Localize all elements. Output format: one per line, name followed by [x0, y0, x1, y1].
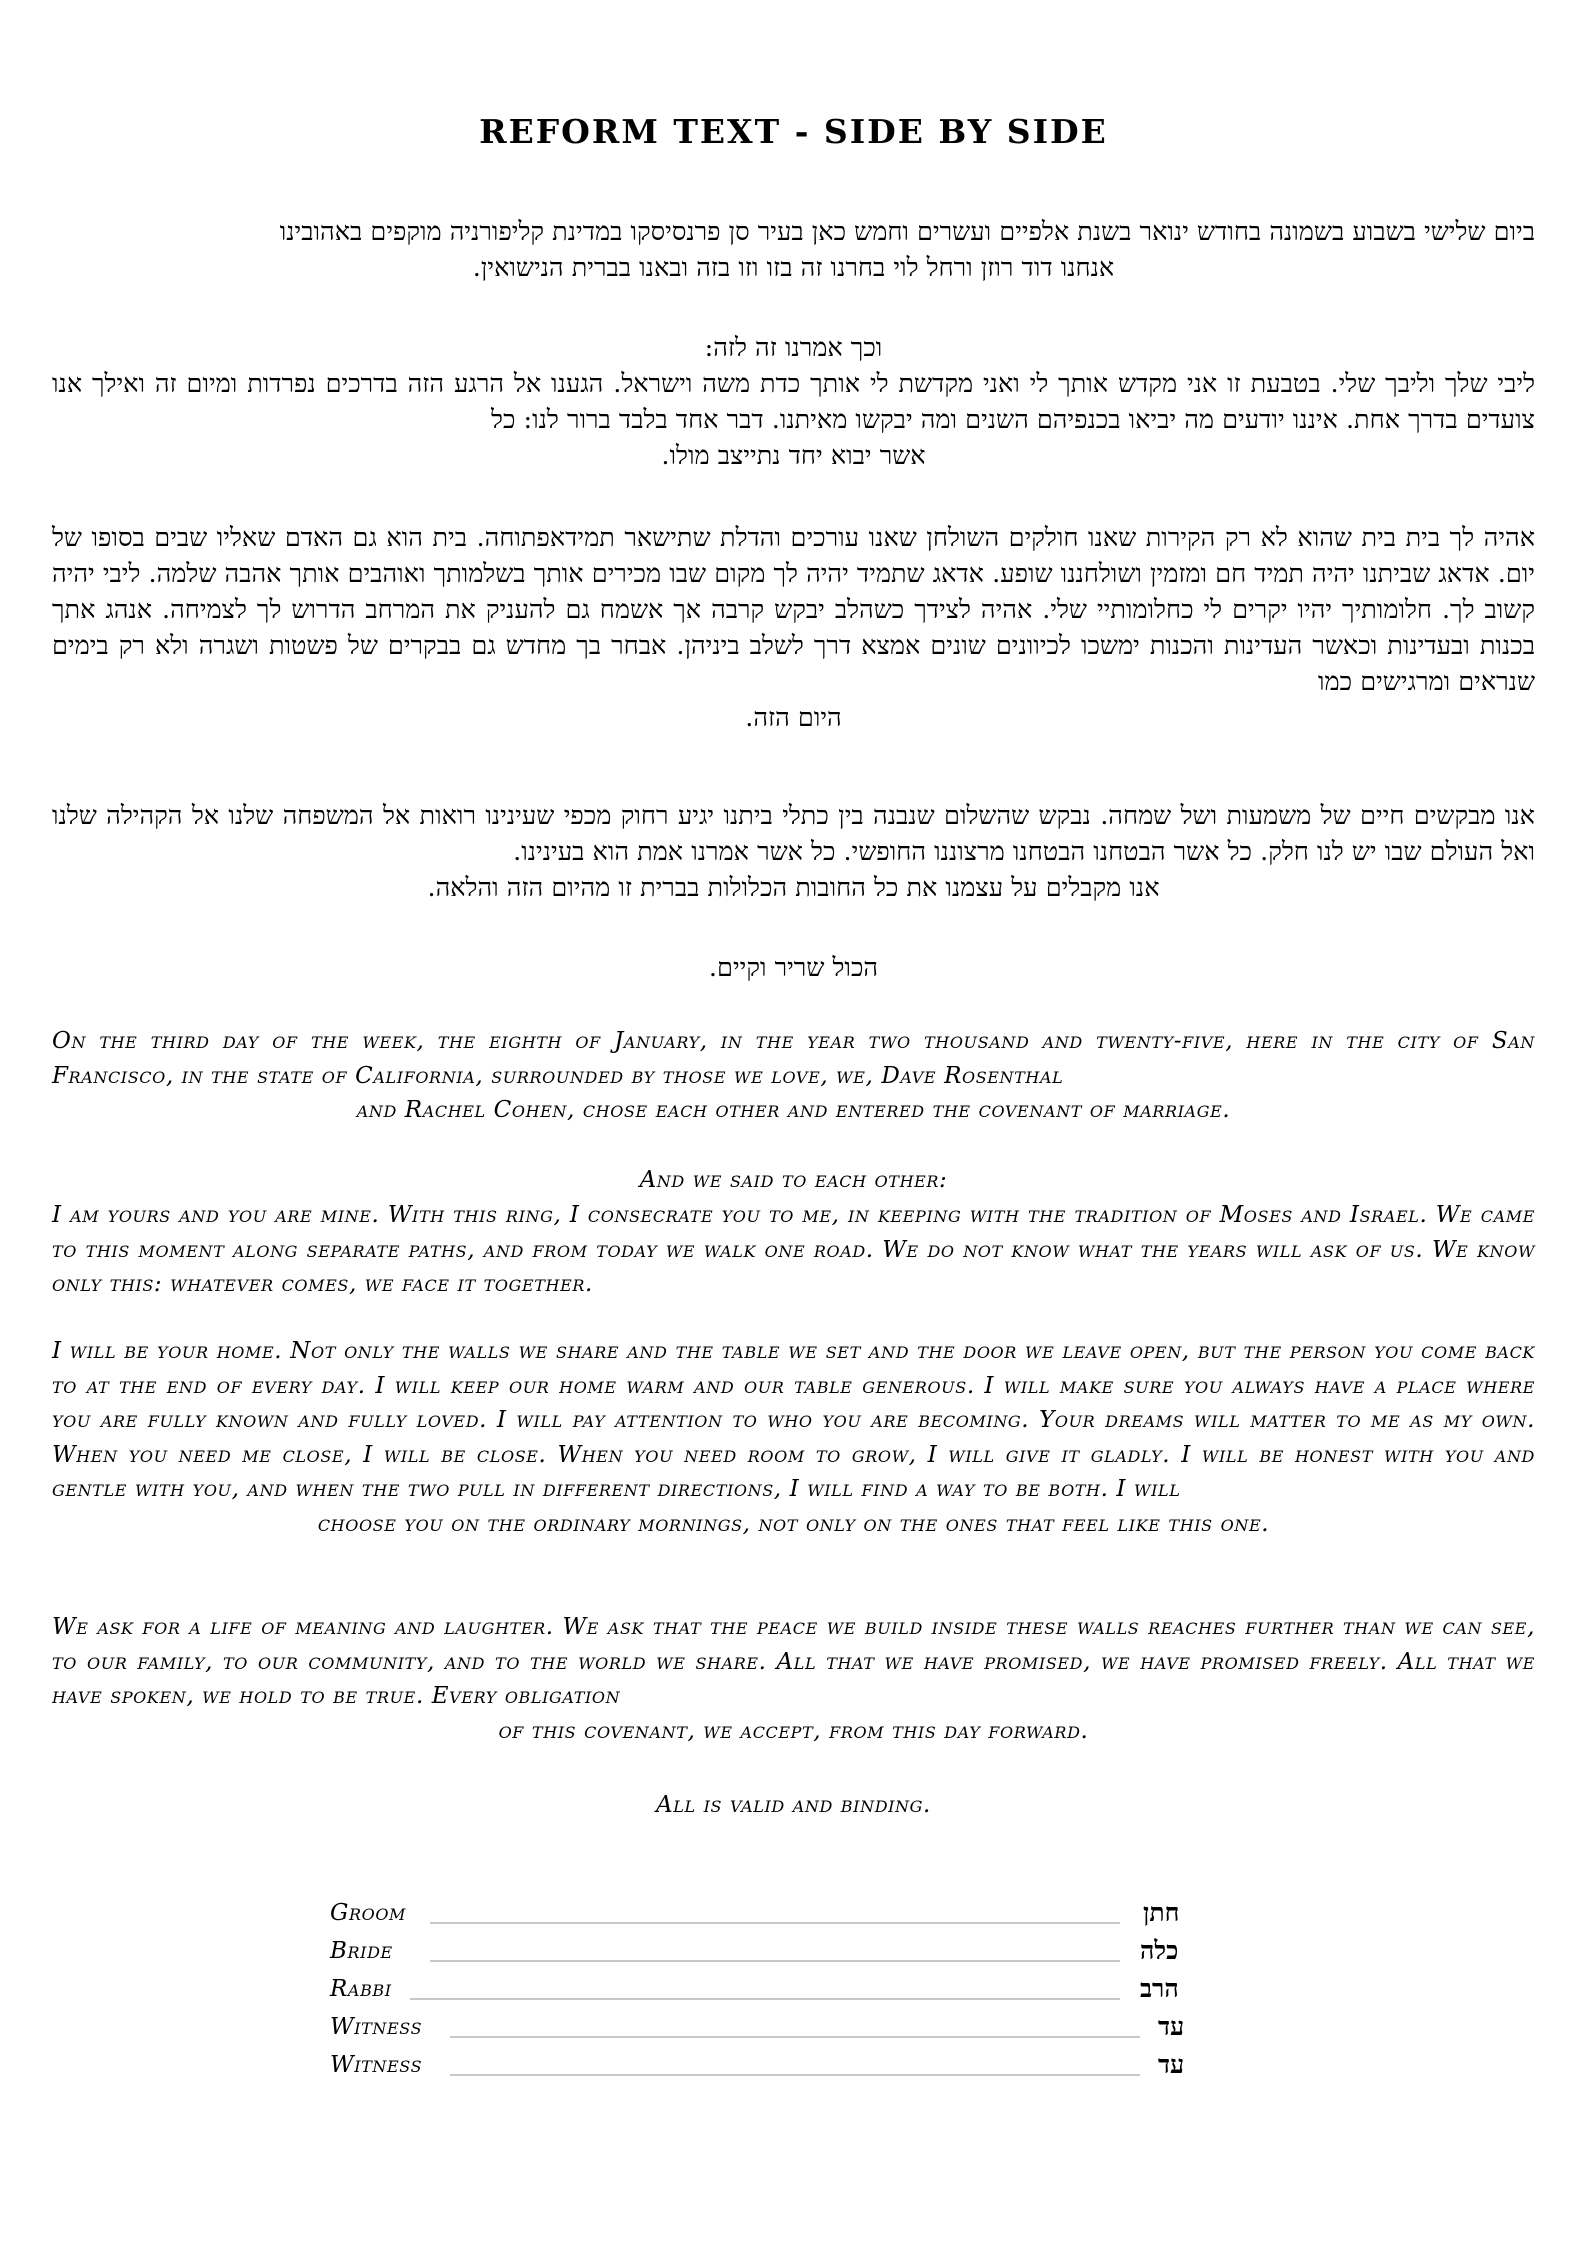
signature-row-bride: [330, 1936, 1260, 1966]
signature-label-en: Witness: [330, 2014, 423, 2040]
document-title: REFORM TEXT - SIDE BY SIDE: [479, 112, 1108, 151]
english-meaning: [52, 1610, 1535, 1748]
signature-row-witness-1: [330, 2012, 1260, 2042]
hebrew-vows-line: אשר יבוא יחד נתייצב מולו.: [661, 441, 926, 471]
signature-row-witness-2: [330, 2050, 1260, 2080]
hebrew-vows: [52, 366, 1535, 474]
english-valid: All is valid and binding.: [656, 1792, 931, 1818]
signature-label-he: כלה: [1140, 1936, 1179, 1965]
signature-line[interactable]: [450, 2036, 1140, 2038]
signature-label-he: הרב: [1140, 1974, 1179, 2003]
signature-row-groom: [330, 1898, 1260, 1928]
english-home: [52, 1334, 1535, 1541]
hebrew-home-text: אהיה לך בית בית שהוא לא רק הקירות שאנו חולקים השולחן שאנו עורכים והדלת שתישאר תמידאפתוחה. בית הוא גם האדם שאליו שבים בסופו של יום. אדאג שביתנו יהיה תמיד חם ומזמין ושולחננו שופע. אדאג שתמיד יהיה לך מקום שבו מכירים אותך בשלמותך ואוהבים אותך אהבה שלמה. ליבי יהיה קשוב לך. חלומותיך יהיו יקרים לי כחלומותיי שלי. אהיה לצידך כשהלב יבקש קרבה אך אשמח גם להעניק את המרחב הדרוש לך לצמיחה. אנהג אתך בכנות ובעדינות וכאשר העדינות והכנות ימשכו לכיוונים שונים אמצא דרך לשלב ביניהן. אבחר בך מחדש גם בבקרים של פשטות ושגרה ולא רק בימים שנראים ומרגישים כמו: [52, 523, 1535, 697]
hebrew-said-heading: וכך אמרנו זה לזה:: [704, 333, 883, 363]
hebrew-meaning: [52, 798, 1535, 906]
signature-line[interactable]: [450, 2074, 1140, 2076]
hebrew-intro-line: אנחנו דוד רוזן ורחל לוי בחרנו זה בזו וזו בזה ובאנו בברית הנישואין.: [472, 253, 1115, 283]
hebrew-home: [52, 520, 1535, 736]
signature-label-he: עד: [1158, 2012, 1185, 2041]
signature-label-en: Groom: [330, 1900, 407, 1926]
english-intro-text: On the third day of the week, the eighth of January, in the year two thousand and twenty-five, here in the city of San Francisco, in the state of California, surrounded by those we love, we, Dave Rosenthal: [52, 1028, 1535, 1089]
english-intro-line: and Rachel Cohen, chose each other and entered the covenant of marriage.: [356, 1097, 1231, 1123]
english-intro: [52, 1024, 1535, 1128]
signature-label-en: Bride: [330, 1938, 393, 1964]
signature-label-en: Witness: [330, 2052, 423, 2078]
signature-label-he: עד: [1158, 2050, 1185, 2079]
hebrew-meaning-text: אנו מבקשים חיים של משמעות ושל שמחה. נבקש שהשלום שנבנה בין כתלי ביתנו יגיע רחוק מכפי שעינינו רואות אל המשפחה שלנו אל הקהילה שלנו ואל העולם שבו יש לנו חלק. כל אשר הבטחנו הבטחנו מרצוננו החופשי. כל אשר אמרנו אמת הוא בעינינו.: [52, 801, 1535, 867]
signature-label-en: Rabbi: [330, 1976, 392, 2002]
english-vows: I am yours and you are mine. With this ring, I consecrate you to me, in keeping with the tradition of Moses and Israel. We came to this moment along separate paths, and from today we walk one road. We do not know what the years will ask of us. We know only this: whatever comes, we face it together.: [52, 1202, 1535, 1297]
hebrew-intro: [52, 214, 1535, 286]
signature-line[interactable]: [430, 1960, 1120, 1962]
signature-line[interactable]: [430, 1922, 1120, 1924]
signature-label-he: חתן: [1143, 1898, 1180, 1927]
english-meaning-line: of this covenant, we accept, from this day forward.: [498, 1717, 1089, 1744]
signature-row-rabbi: [330, 1974, 1260, 2004]
hebrew-vows-text: ליבי שלך וליבך שלי. בטבעת זו אני מקדש אותך לי ואני מקדשת לי אותך כדת משה וישראל. הגענו אל הרגע הזה בדרכים נפרדות ומיום זה ואילך אנו צועדים בדרך אחת. איננו יודעים מה יביאו בכנפיהם השנים ומה יבקשו מאיתנו. דבר אחד בלבד ברור לנו: כל: [52, 369, 1535, 435]
english-meaning-text: We ask for a life of meaning and laughter. We ask that the peace we build inside these walls reaches further than we can see, to our family, to our community, and to the world we share. All that we have promised, we have promised freely. All that we have spoken, we hold to be true. Every obligation: [52, 1614, 1535, 1709]
signature-line[interactable]: [410, 1998, 1120, 2000]
english-home-text: I will be your home. Not only the walls we share and the table we set and the door we leave open, but the person you come back to at the end of every day. I will keep our home warm and our table generous. I will make sure you always have a place where you are fully known and fully loved. I will pay attention to who you are becoming. Your dreams will matter to me as my own. When you need me close, I will be close. When you need room to grow, I will give it gladly. I will be honest with you and gentle with you, and when the two pull in different directions, I will find a way to be both. I will: [52, 1338, 1535, 1502]
english-home-line: choose you on the ordinary mornings, not only on the ones that feel like this one.: [317, 1510, 1270, 1537]
hebrew-intro-line: ביום שלישי בשבוע בשמונה בחודש ינואר בשנת אלפיים ועשרים וחמש כאן בעיר סן פרנסיסקו במדינת קליפורניה מוקפים באהובינו: [279, 217, 1535, 247]
hebrew-valid: הכול שריר וקיים.: [708, 953, 879, 983]
hebrew-meaning-line: אנו מקבלים על עצמנו את כל החובות הכלולות בברית זו מהיום הזה והלאה.: [427, 873, 1160, 903]
english-said-heading: And we said to each other:: [639, 1167, 948, 1193]
hebrew-home-line: היום הזה.: [745, 703, 842, 733]
